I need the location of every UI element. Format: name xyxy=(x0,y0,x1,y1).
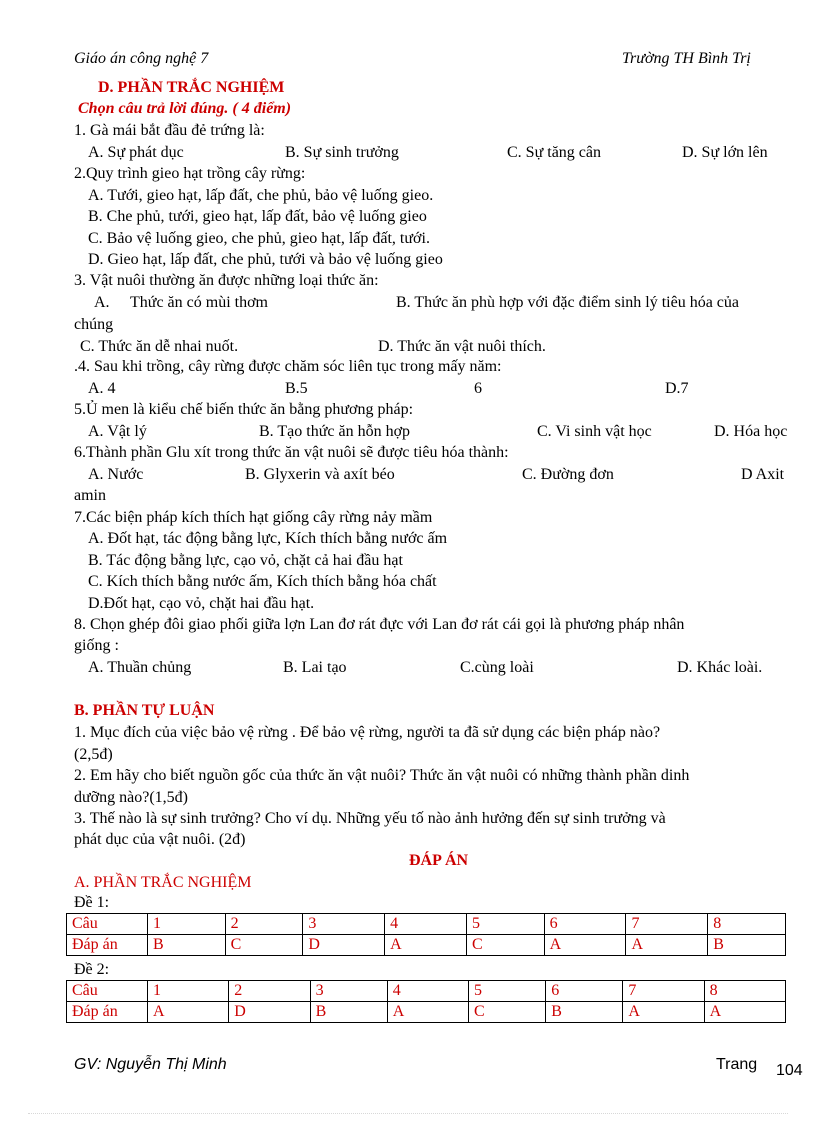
section-d-title: D. PHẦN TRẮC NGHIỆM xyxy=(98,79,285,96)
table-cell: Đáp án xyxy=(67,1002,148,1023)
essay-q2: 2. Em hãy cho biết nguồn gốc của thức ăn vật nuôi? Thức ăn vật nuôi có những thành phần dinh xyxy=(74,767,690,784)
table-row xyxy=(67,981,786,1002)
footer-page-label: Trang xyxy=(716,1056,758,1073)
table-cell: C xyxy=(469,1002,546,1023)
table-cell: Câu xyxy=(67,914,148,935)
table-cell: A xyxy=(544,935,626,956)
essay-q3-cont: phát dục của vật nuôi. (2đ) xyxy=(74,831,246,848)
bottom-divider xyxy=(28,1113,788,1114)
table-cell: 6 xyxy=(546,981,623,1002)
table-cell: A xyxy=(385,935,467,956)
q2-option-a: A. Tưới, gieo hạt, lấp đất, che phủ, bảo vệ luống gieo. xyxy=(88,187,434,204)
q3-option-d: D. Thức ăn vật nuôi thích. xyxy=(378,338,546,355)
table-cell: A xyxy=(387,1002,468,1023)
q1-text: 1. Gà mái bắt đầu đẻ trứng là: xyxy=(74,122,265,139)
q3-option-b-cont: chúng xyxy=(74,316,114,333)
essay-q3: 3. Thế nào là sự sinh trưởng? Cho ví dụ. Những yếu tố nào ảnh hưởng đến sự sinh trưởng và xyxy=(74,810,666,827)
q7-option-b: B. Tác động bằng lực, cạo vỏ, chặt cả hai đầu hạt xyxy=(88,552,403,569)
q5-text: 5.Ủ men là kiểu chế biến thức ăn bằng phương pháp: xyxy=(74,401,414,418)
q6-option-b: B. Glyxerin và axít béo xyxy=(245,466,395,483)
q2-option-c: C. Bảo vệ luống gieo, che phủ, gieo hạt, lấp đất, tưới. xyxy=(88,230,430,247)
table-cell: 2 xyxy=(229,981,310,1002)
q7-option-a: A. Đốt hạt, tác động bằng lực, Kích thích bằng nước ấm xyxy=(88,530,448,547)
essay-q2-cont: dưỡng nào?(1,5đ) xyxy=(74,789,188,806)
table-cell: 7 xyxy=(626,914,708,935)
q2-option-b: B. Che phủ, tưới, gieo hạt, lấp đất, bảo vệ luống gieo xyxy=(88,208,427,225)
table-cell: 5 xyxy=(466,914,544,935)
answer-table-de1 xyxy=(66,913,786,956)
table-cell: 8 xyxy=(704,981,785,1002)
answers-title: ĐÁP ÁN xyxy=(409,852,469,869)
header-right: Trường TH Bình Trị xyxy=(622,50,751,67)
q6-option-d: D Axit xyxy=(741,466,785,483)
q5-option-a: A. Vật lý xyxy=(88,423,147,440)
q3-option-a-label: A. xyxy=(94,294,110,311)
table-cell: 4 xyxy=(387,981,468,1002)
table-cell: A xyxy=(148,1002,229,1023)
table-cell: A xyxy=(626,935,708,956)
table-row xyxy=(67,914,786,935)
q1-option-c: C. Sự tăng cân xyxy=(507,144,601,161)
table-cell: Câu xyxy=(67,981,148,1002)
footer-page-number: 104 xyxy=(776,1062,803,1079)
q8-option-b: B. Lai tạo xyxy=(283,659,347,676)
q6-option-c: C. Đường đơn xyxy=(522,466,614,483)
q7-option-c: C. Kích thích bằng nước ấm, Kích thích bằng hóa chất xyxy=(88,573,437,590)
q5-option-b: B. Tạo thức ăn hỗn hợp xyxy=(259,423,411,440)
q6-option-d-cont: amin xyxy=(74,487,106,504)
q4-option-d: D.7 xyxy=(665,380,689,397)
q3-option-a: Thức ăn có mùi thơm xyxy=(130,294,268,311)
table-cell: A xyxy=(623,1002,704,1023)
de1-label: Đề 1: xyxy=(74,894,110,911)
table-cell: 3 xyxy=(303,914,385,935)
table-cell: D xyxy=(303,935,385,956)
table-cell: Đáp án xyxy=(67,935,148,956)
q1-option-a: A. Sự phát dục xyxy=(88,144,184,161)
table-cell: 3 xyxy=(310,981,387,1002)
header-left: Giáo án công nghệ 7 xyxy=(74,50,209,67)
de2-label: Đề 2: xyxy=(74,961,110,978)
answer-table-de2 xyxy=(66,980,786,1023)
table-cell: 6 xyxy=(544,914,626,935)
q4-text: .4. Sau khi trồng, cây rừng được chăm sóc liên tục trong mấy năm: xyxy=(74,358,502,375)
answers-subtitle: A. PHẦN TRẮC NGHIỆM xyxy=(74,874,252,891)
table-row xyxy=(67,1002,786,1023)
section-b-title: B. PHẦN TỰ LUẬN xyxy=(74,702,215,719)
table-cell: C xyxy=(466,935,544,956)
q8-option-c: C.cùng loài xyxy=(460,659,534,676)
q4-option-c: 6 xyxy=(474,380,482,397)
q2-option-d: D. Gieo hạt, lấp đất, che phủ, tưới và bảo vệ luống gieo xyxy=(88,251,443,268)
table-cell: 1 xyxy=(148,981,229,1002)
q4-option-b: B.5 xyxy=(285,380,308,397)
q5-option-c: C. Vi sinh vật học xyxy=(537,423,652,440)
table-cell: A xyxy=(704,1002,785,1023)
table-cell: B xyxy=(708,935,786,956)
q4-option-a: A. 4 xyxy=(88,380,116,397)
q5-option-d: D. Hóa học xyxy=(714,423,788,440)
table-cell: B xyxy=(148,935,226,956)
q3-option-b: B. Thức ăn phù hợp với đặc điểm sinh lý tiêu hóa của xyxy=(396,294,740,311)
table-cell: 4 xyxy=(385,914,467,935)
essay-q1: 1. Mục đích của việc bảo vệ rừng . Để bảo vệ rừng, người ta đã sử dụng các biện pháp nào? xyxy=(74,724,661,741)
table-cell: C xyxy=(225,935,303,956)
table-row xyxy=(67,935,786,956)
q3-option-c: C. Thức ăn dễ nhai nuốt. xyxy=(80,338,239,355)
table-cell: 2 xyxy=(225,914,303,935)
q3-text: 3. Vật nuôi thường ăn được những loại thức ăn: xyxy=(74,272,379,289)
q8-option-a: A. Thuần chủng xyxy=(88,659,192,676)
q6-text: 6.Thành phần Glu xít trong thức ăn vật nuôi sẽ được tiêu hóa thành: xyxy=(74,444,509,461)
q1-option-b: B. Sự sinh trưởng xyxy=(285,144,399,161)
table-cell: 5 xyxy=(469,981,546,1002)
q6-option-a: A. Nước xyxy=(88,466,144,483)
q7-text: 7.Các biện pháp kích thích hạt giống cây rừng nảy mầm xyxy=(74,509,433,526)
table-cell: B xyxy=(310,1002,387,1023)
table-cell: 1 xyxy=(148,914,226,935)
table-cell: 8 xyxy=(708,914,786,935)
table-cell: B xyxy=(546,1002,623,1023)
q7-option-d: D.Đốt hạt, cạo vỏ, chặt hai đầu hạt. xyxy=(88,595,315,612)
q1-option-d: D. Sự lớn lên xyxy=(682,144,768,161)
q8-option-d: D. Khác loài. xyxy=(677,659,763,676)
q2-text: 2.Quy trình gieo hạt trồng cây rừng: xyxy=(74,165,306,182)
q8-text-cont: giống : xyxy=(74,637,119,654)
footer-teacher: GV: Nguyễn Thị Minh xyxy=(74,1056,227,1073)
essay-q1-cont: (2,5đ) xyxy=(74,746,113,763)
table-cell: 7 xyxy=(623,981,704,1002)
section-d-instruction: Chọn câu trả lời đúng. ( 4 điểm) xyxy=(78,100,292,117)
q8-text: 8. Chọn ghép đôi giao phối giữa lợn Lan đơ rát đực với Lan đơ rát cái gọi là phương pháp nhân xyxy=(74,616,685,633)
table-cell: D xyxy=(229,1002,310,1023)
